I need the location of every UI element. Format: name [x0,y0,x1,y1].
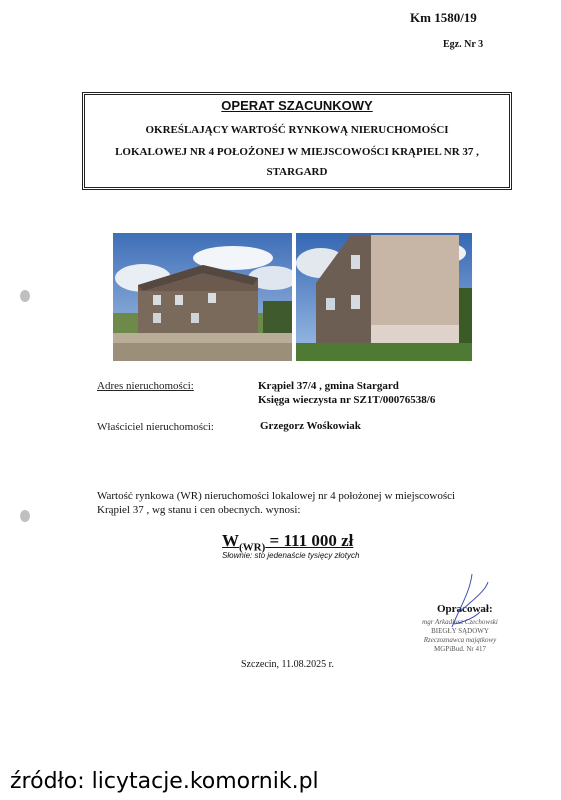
building-photo-side [296,233,472,361]
valuation-text-line-1: Wartość rynkowa (WR) nieruchomości lokalowej nr 4 położonej w miejscowości [97,490,456,502]
owner-value: Grzegorz Wośkowiak [260,420,361,432]
address-label: Adres nieruchomości: [97,380,194,392]
stamp-title: BIEGŁY SĄDOWY [431,627,489,635]
document-title: OPERAT SZACUNKOWY [221,98,373,113]
signature-scribble [440,572,500,642]
valuation-text-line-2: Krąpiel 37 , wg stanu i cen obecnych. wynosi: [97,504,301,516]
punch-hole-top [20,290,30,302]
source-caption: źródło: licytacje.komornik.pl [10,769,319,794]
address-value: Krąpiel 37/4 , gmina Stargard [258,380,399,392]
place-and-date: Szczecin, 11.08.2025 r. [241,659,334,670]
title-line-1: OKREŚLAJĄCY WARTOŚĆ RYNKOWĄ NIERUCHOMOŚCI [145,124,449,136]
land-register-number: Księga wieczysta nr SZ1T/00076538/6 [258,394,436,406]
punch-hole-bottom [20,510,30,522]
owner-label: Właściciel nieruchomości: [97,421,214,433]
value-amount: = 111 000 zł [265,531,354,550]
stamp-role: Rzeczoznawca majątkowy [423,636,497,644]
value-in-words: Słownie: sto jedenaście tysięcy złotych [222,551,360,560]
valuation-text [97,489,507,517]
copy-number: Egz. Nr 3 [443,39,484,50]
stamp-license: MGPiBud. Nr 417 [434,645,486,653]
title-line-2: LOKALOWEJ NR 4 POŁOŻONEJ W MIEJSCOWOŚCI KRĄPIEL NR 37 , [115,146,479,158]
value-symbol-subscript: (WR) [239,541,266,554]
value-symbol: W [222,531,239,550]
reference-number: Km 1580/19 [410,10,477,25]
title-line-3: STARGARD [266,166,328,178]
prepared-by-label: Opracował: [437,603,493,615]
stamp-name: mgr Arkadiusz Czechowski [422,618,498,626]
building-photo-front [113,233,292,361]
